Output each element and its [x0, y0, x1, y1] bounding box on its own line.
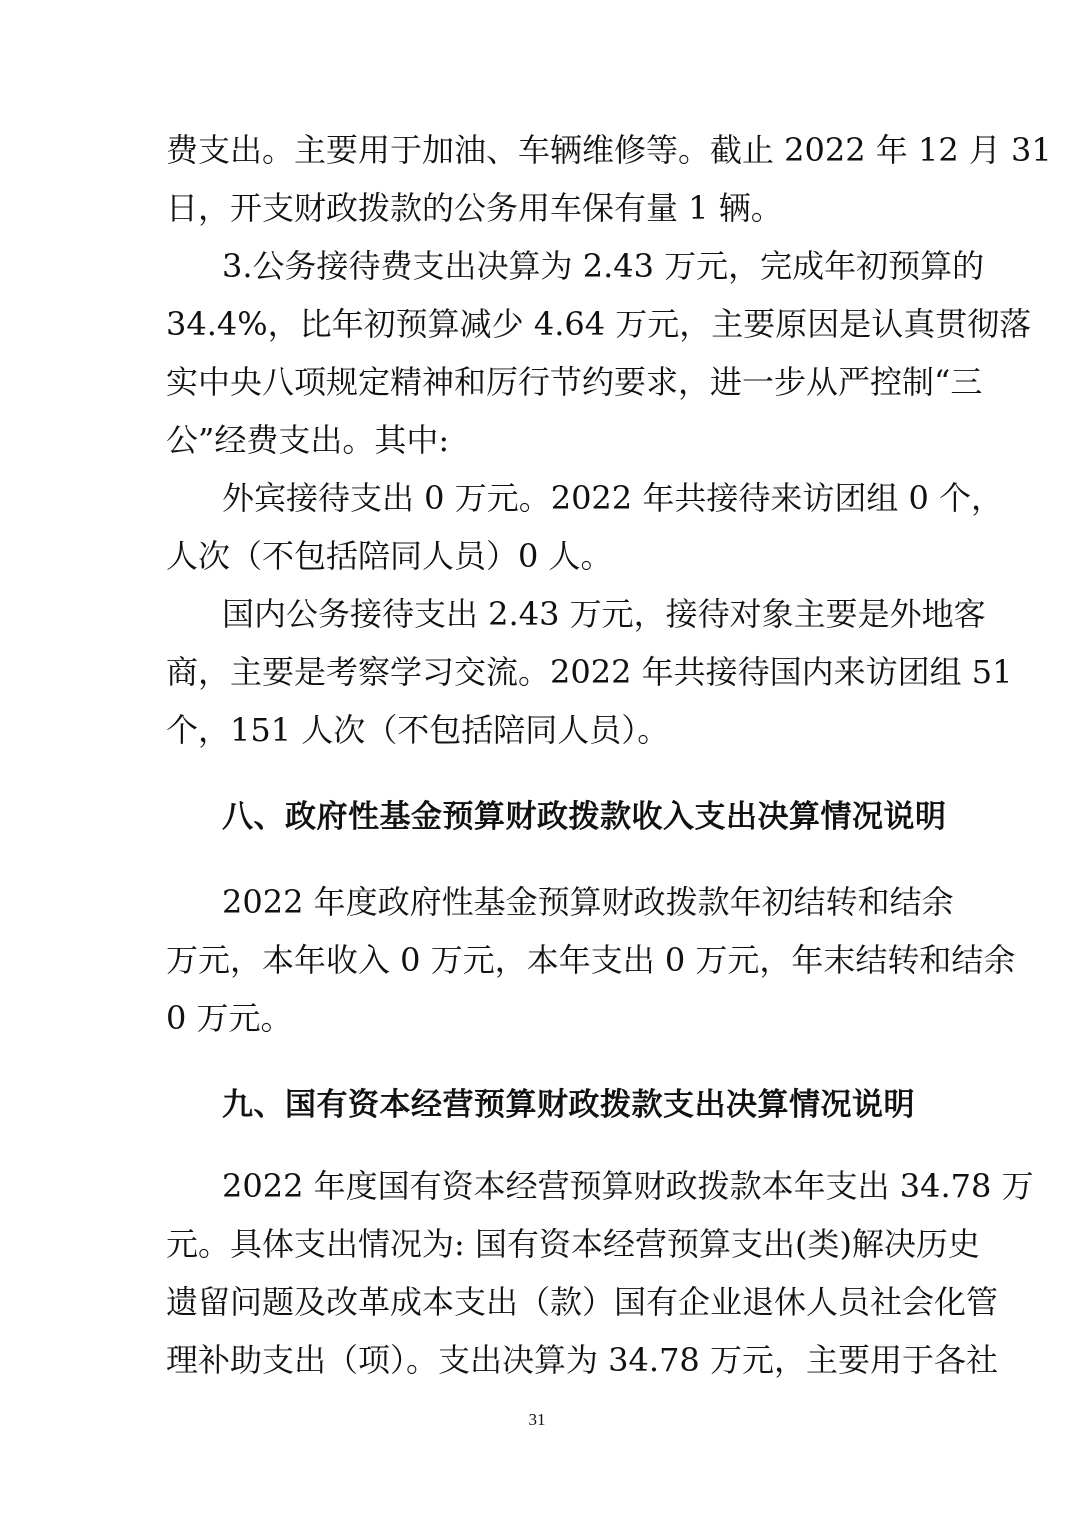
page-number: 31: [528, 1410, 546, 1429]
paragraph-line: 人次（不包括陪同人员）0 人。: [166, 537, 613, 575]
paragraph-line: 公”经费支出。其中:: [166, 421, 450, 459]
paragraph-line: 2022 年度政府性基金预算财政拨款年初结转和结余: [222, 883, 954, 921]
paragraph-line: 0 万元。: [166, 999, 293, 1037]
paragraph-line: 商，主要是考察学习交流。2022 年共接待国内来访团组 51: [166, 653, 1013, 691]
paragraph-line: 元。具体支出情况为: 国有资本经营预算支出(类)解决历史: [166, 1225, 980, 1263]
paragraph-line: 日，开支财政拨款的公务用车保有量 1 辆。: [166, 189, 783, 227]
paragraph-line: 个，151 人次（不包括陪同人员）。: [166, 711, 670, 749]
paragraph-line: 外宾接待支出 0 万元。2022 年共接待来访团组 0 个，: [222, 479, 1004, 517]
section-heading: 八、政府性基金预算财政拨款收入支出决算情况说明: [222, 799, 947, 835]
section-heading: 九、国有资本经营预算财政拨款支出决算情况说明: [222, 1087, 915, 1123]
paragraph-line: 实中央八项规定精神和厉行节约要求，进一步从严控制“三: [166, 363, 983, 401]
paragraph-line: 理补助支出（项）。支出决算为 34.78 万元，主要用于各社: [166, 1341, 998, 1379]
paragraph-line: 费支出。主要用于加油、车辆维修等。截止 2022 年 12 月 31: [166, 131, 1052, 169]
paragraph-line: 3.公务接待费支出决算为 2.43 万元，完成年初预算的: [222, 247, 985, 285]
paragraph-line: 34.4%，比年初预算减少 4.64 万元，主要原因是认真贯彻落: [166, 305, 1032, 343]
paragraph-line: 万元，本年收入 0 万元，本年支出 0 万元，年末结转和结余: [166, 941, 1016, 979]
paragraph-line: 遗留问题及改革成本支出（款）国有企业退休人员社会化管: [166, 1283, 999, 1321]
paragraph-line: 2022 年度国有资本经营预算财政拨款本年支出 34.78 万: [222, 1167, 1034, 1205]
paragraph-line: 国内公务接待支出 2.43 万元，接待对象主要是外地客: [222, 595, 986, 633]
